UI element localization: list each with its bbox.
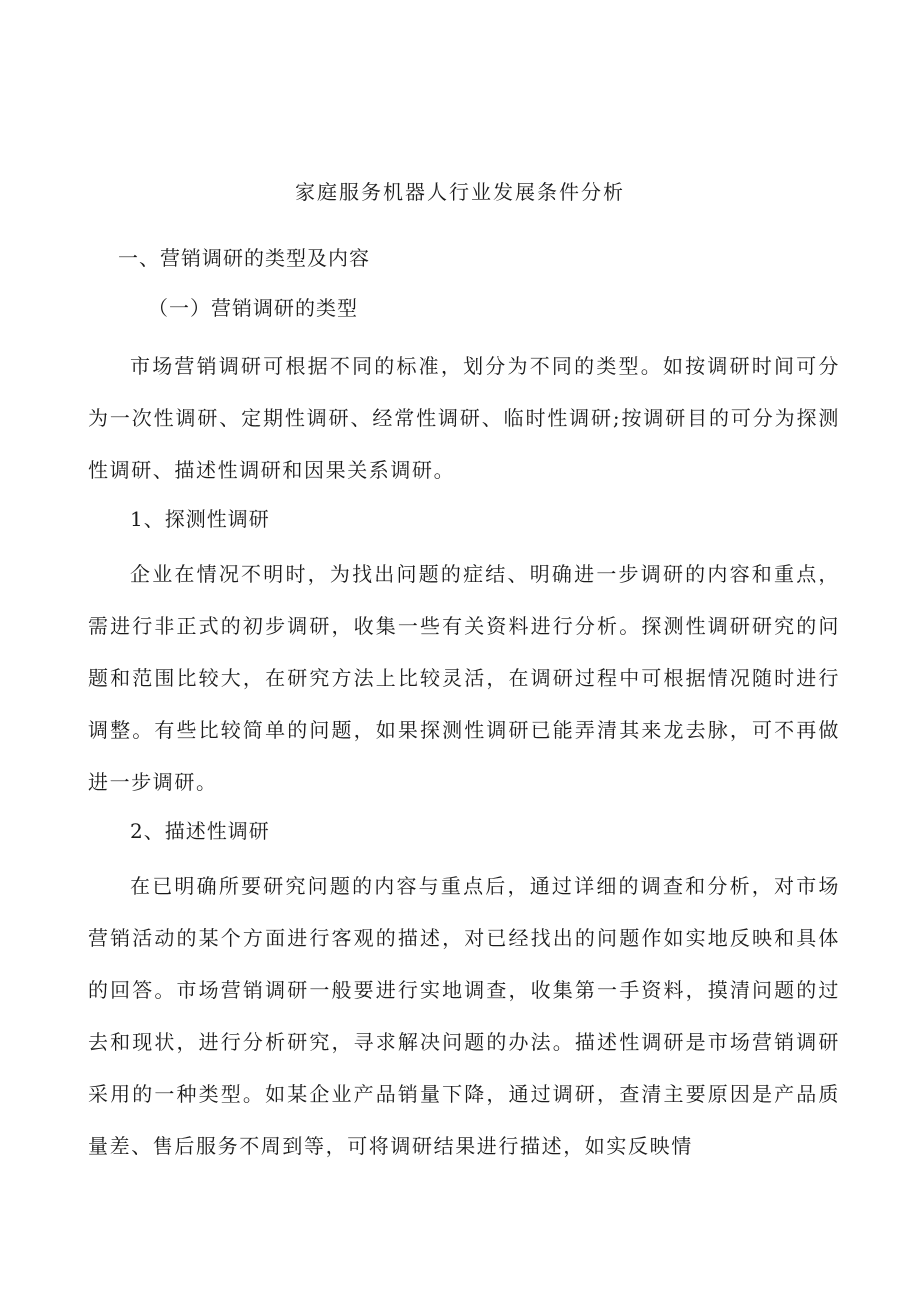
paragraph-research-types: 市场营销调研可根据不同的标准，划分为不同的类型。如按调研时间可分为一次性调研、定期性调研、经常性调研、临时性调研;按调研目的可分为探测性调研、描述性调研和因果关系调研。 [88, 354, 840, 482]
item-heading-descriptive: 2、描述性调研 [130, 819, 270, 843]
paragraph-descriptive: 在已明确所要研究问题的内容与重点后，通过详细的调查和分析，对市场营销活动的某个方面进行客观的描述，对已经找出的问题作如实地反映和具体的回答。市场营销调研一般要进行实地调查，收集第一手资料，摸清问题的过去和现状，进行分析研究，寻求解决问题的办法。描述性调研是市场营销调研采用的一种类型。如某企业产品销量下降，通过调研，查清主要原因是产品质量差、售后服务不周到等，可将调研结果进行描述，如实反映情 [88, 874, 840, 1158]
section-heading: 一、营销调研的类型及内容 [118, 246, 370, 270]
item-heading-exploratory: 1、探测性调研 [130, 507, 270, 531]
subsection-heading: （一）营销调研的类型 [148, 296, 358, 320]
document-title: 家庭服务机器人行业发展条件分析 [295, 180, 625, 204]
paragraph-exploratory: 企业在情况不明时，为找出问题的症结、明确进一步调研的内容和重点，需进行非正式的初步调研，收集一些有关资料进行分析。探测性调研研究的问题和范围比较大，在研究方法上比较灵活，在调研过程中可根据情况随时进行调整。有些比较简单的问题，如果探测性调研已能弄清其来龙去脉，可不再做进一步调研。 [88, 562, 840, 794]
